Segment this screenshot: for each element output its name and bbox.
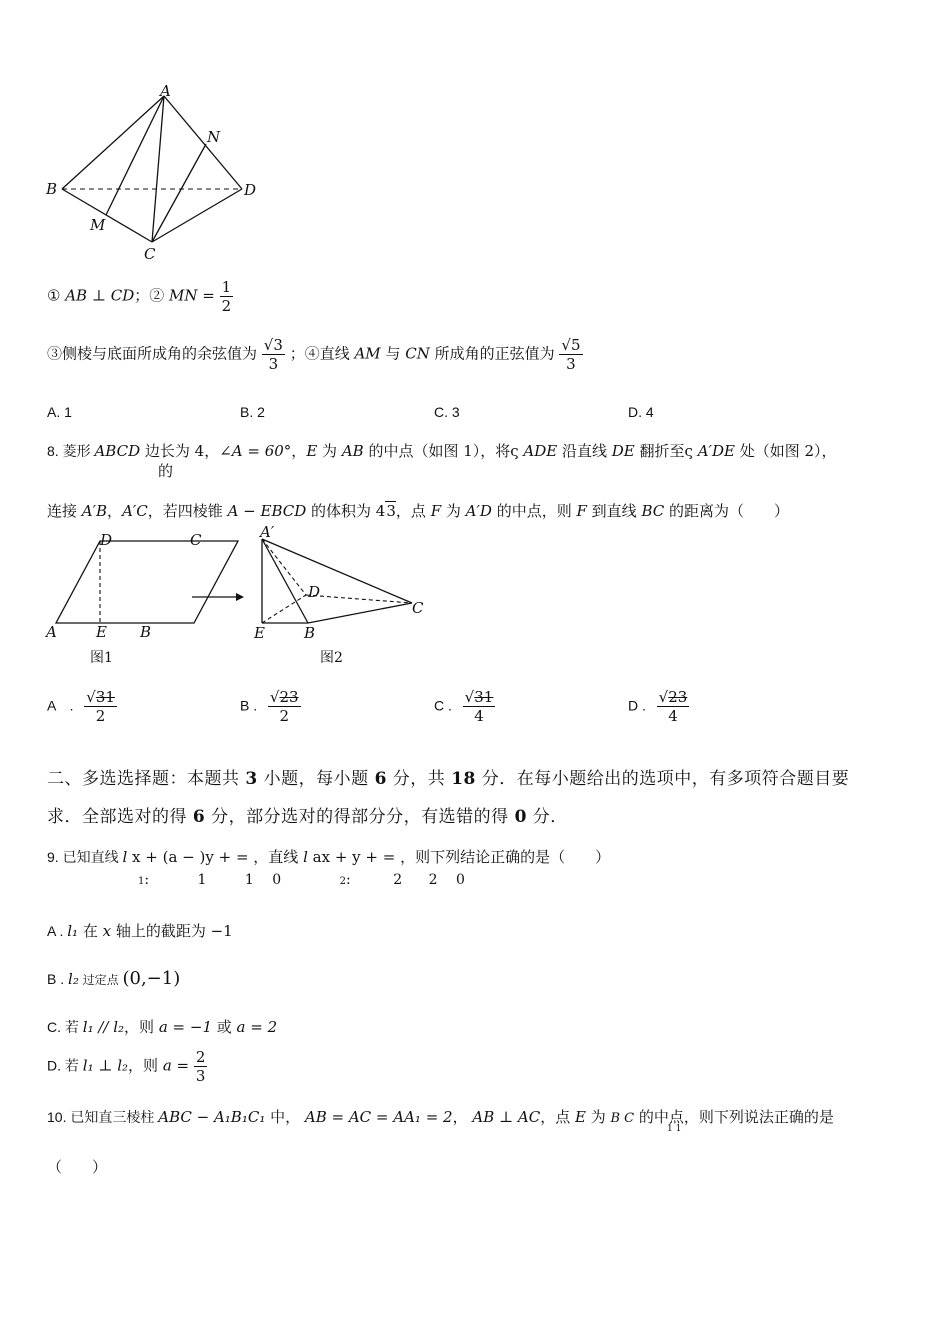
fig2-label-D: D	[308, 583, 321, 601]
fig2-label-B: B	[304, 624, 316, 642]
q9-option-a[interactable]: A . l₁ 在 x 轴上的截距为 −1	[47, 922, 233, 940]
q8-option-c[interactable]: C . $\frac{√31}{4}$	[434, 688, 494, 725]
section2-heading-line-1: 二、多选选择题：本题共 3 小题，每小题 6 分，共 18 分．在每小题给出的选项中，有多项符合题目要	[47, 769, 850, 789]
q7-statement-1-2: ① AB ⊥ CD；② MN = $\frac{1}{2}$	[47, 278, 232, 315]
q9-option-d[interactable]: D. 若 l₁ ⊥ l₂，则 a = $\frac{2}{3}$	[47, 1048, 206, 1085]
label-A: A	[160, 82, 171, 100]
fig1-label-B: B	[140, 623, 152, 641]
fig2-label-C: C	[412, 599, 424, 617]
tetrahedron-figure	[40, 82, 270, 264]
fig1-label-A: A	[46, 623, 57, 641]
fig2-label-A1: A′	[260, 525, 275, 541]
label-C: C	[144, 245, 156, 263]
q7-statement-3-4: ③侧棱与底面所成角的余弦值为 $\frac{√3}{3}$ ；④直线 AM 与 CN 所成角的正弦值为 $\frac{√5}{3}$	[47, 336, 581, 373]
q8-line-1-de: 的	[158, 462, 174, 480]
fig1-label-C: C	[190, 531, 202, 549]
label-B: B	[46, 180, 58, 198]
q7-option-c[interactable]: C. 3	[434, 404, 460, 420]
q10-answer-paren: （ ）	[47, 1158, 108, 1176]
q10-subscript: 1 1	[667, 1124, 682, 1134]
q9-option-c[interactable]: C. 若 l₁ // l₂，则 a = −1 或 a = 2	[47, 1018, 278, 1036]
q7-option-b[interactable]: B. 2	[240, 404, 265, 420]
q9-stem: 9. 已知直线 l x + (a − )y + = ，直线 l ax + y + = ，则下列结论正确的是（ ）	[47, 848, 611, 866]
q8-line-2: 连接 A′B，A′C，若四棱锥 A − EBCD 的体积为 43，点 F 为 A′D 的中点，则 F 到直线 BC 的距离为（ ）	[47, 502, 789, 520]
q7-option-a[interactable]: A. 1	[47, 404, 72, 420]
q8-line-1: 8. 菱形 ABCD 边长为 4，∠A = 60°，E 为 AB 的中点（如图 1），将ς ADE 沿直线 DE 翻折至ς A′DE 处（如图 2），	[47, 442, 837, 460]
q7-option-d[interactable]: D. 4	[628, 404, 654, 420]
q8-option-a[interactable]: A . $\frac{√31}{2}$	[47, 688, 115, 725]
rhombus-fold-figure	[40, 525, 440, 670]
q9-stem-subline: 1: 1 1 0 2: 2 2 0	[138, 872, 465, 888]
fig1-caption: 图1	[90, 650, 113, 666]
label-D: D	[244, 181, 257, 199]
fig1-label-D: D	[100, 531, 113, 549]
fig2-caption: 图2	[320, 650, 343, 666]
q10-stem: 10. 已知直三棱柱 ABC − A₁B₁C₁ 中， AB = AC = AA₁ = 2， AB ⊥ AC，点 E 为 B C 的中点，则下列说法正确的是	[47, 1108, 834, 1126]
q9-option-b[interactable]: B . l₂ 过定点 (0,−1)	[47, 968, 181, 989]
q8-option-d[interactable]: D . $\frac{√23}{4}$	[628, 688, 688, 725]
section2-heading-line-2: 求．全部选对的得 6 分，部分选对的得部分分，有选错的得 0 分．	[47, 807, 568, 827]
fig1-label-E: E	[96, 623, 107, 641]
label-M: M	[90, 216, 106, 234]
fig2-label-E: E	[254, 624, 265, 642]
q8-option-b[interactable]: B . $\frac{√23}{2}$	[240, 688, 299, 725]
label-N: N	[207, 128, 221, 146]
